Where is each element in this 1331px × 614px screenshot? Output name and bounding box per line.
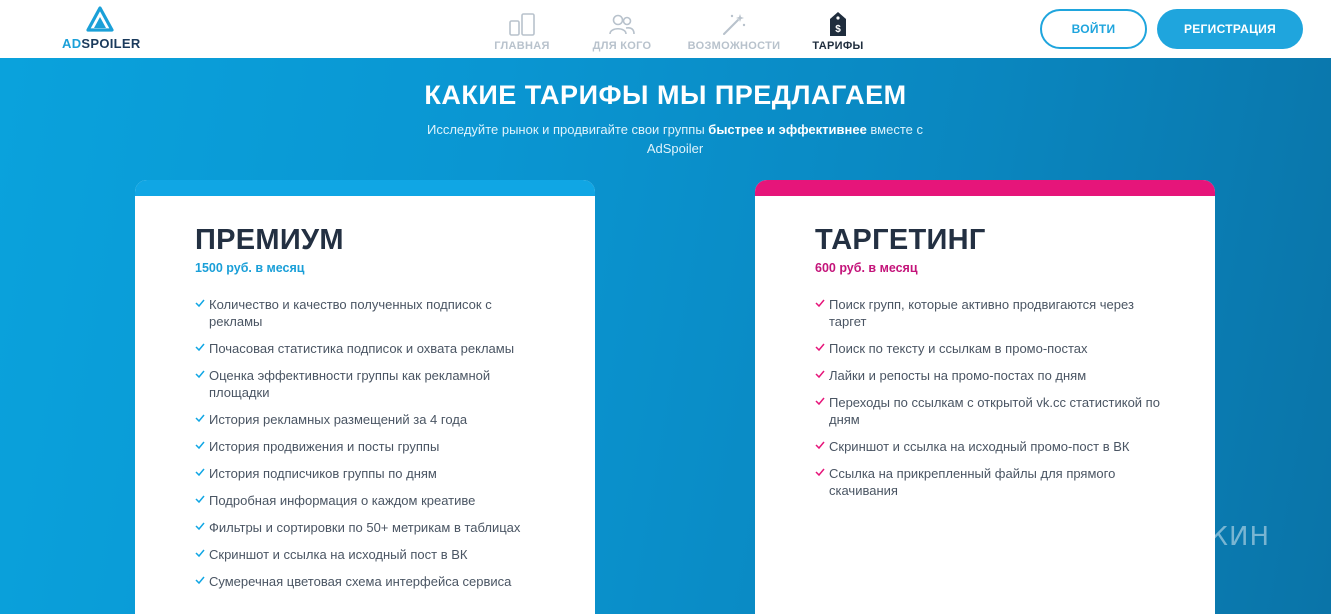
check-icon [815,298,825,308]
svg-text:$: $ [835,24,841,35]
plan-feature-text: Скриншот и ссылка на исходный пост в ВК [209,547,468,562]
section-subtitle: Исследуйте рынок и продвигайте свои группы быстрее и эффективнее вместе с AdSpoiler [426,122,924,156]
plan-feature-text: История подписчиков группы по дням [209,466,437,481]
plan-feature-item [815,296,1165,330]
nav-item-label: ТАРИФЫ [812,40,864,52]
plan-feature-item [195,465,545,482]
nav-item-label: ДЛЯ КОГО [592,40,652,52]
plan-feature-text: Поиск по тексту и ссылкам в промо-постах [829,341,1088,356]
nav-item-pricing[interactable] [802,6,874,52]
check-icon [195,467,205,477]
nav-item-features[interactable] [674,6,794,52]
plan-accent-bar [135,180,595,196]
adspoiler-logo[interactable] [62,6,142,52]
plan-feature-item [815,340,1165,357]
watermark-text: ПАРТНЕРКИН [1082,522,1271,552]
check-icon [195,548,205,558]
check-icon [195,494,205,504]
check-icon [815,342,825,352]
pricing-section [0,58,1331,614]
plan-feature-text: Скриншот и ссылка на исходный промо-пост в ВК [829,439,1130,454]
check-icon [195,413,205,423]
check-icon [195,521,205,531]
plan-feature-item [195,519,545,536]
plan-feature-text: История рекламных размещений за 4 года [209,412,468,427]
check-icon [195,575,205,585]
plan-feature-item [815,465,1165,499]
plan-price: 1500 руб. в месяц [195,261,305,275]
plan-feature-item [195,492,545,509]
logo-text: ADSPOILER [62,36,141,51]
plan-feature-item [195,546,545,563]
plan-feature-item [195,573,545,590]
nav-item-label: ГЛАВНАЯ [494,40,550,52]
plan-name: ТАРГЕТИНГ [815,224,986,256]
devices-icon [507,11,537,37]
check-icon [195,342,205,352]
plan-feature-text: Сумеречная цветовая схема интерфейса сервиса [209,574,512,589]
users-icon [607,11,637,37]
plan-feature-text: Фильтры и сортировки по 50+ метрикам в таблицах [209,520,521,535]
check-icon [195,440,205,450]
plan-feature-text: История продвижения и посты группы [209,439,440,454]
plan-name: ПРЕМИУМ [195,224,344,256]
plan-accent-bar [755,180,1215,196]
plan-feature-item [195,411,545,428]
plan-feature-text: Ссылка на прикрепленный файлы для прямого скачивания [829,466,1116,498]
plan-feature-text: Почасовая статистика подписок и охвата рекламы [209,341,515,356]
plan-feature-item [195,340,545,357]
check-icon [195,369,205,379]
section-title: КАКИЕ ТАРИФЫ МЫ ПРЕДЛАГАЕМ [424,80,907,110]
plan-card-premium [135,180,595,614]
plan-feature-text: Подробная информация о каждом креативе [209,493,476,508]
plan-price: 600 руб. в месяц [815,261,918,275]
partnerkin-watermark [1018,506,1288,566]
plan-feature-text: Переходы по ссылкам с открытой vk.cc статистикой по дням [829,395,1160,427]
check-icon [195,298,205,308]
top-header [0,0,1331,58]
check-icon [815,440,825,450]
plan-features-list [195,296,545,600]
price-tag-icon [823,11,853,37]
plan-feature-item [195,367,545,401]
watermark-logo-icon [1018,506,1074,566]
plan-feature-item [815,394,1165,428]
check-icon [815,467,825,477]
register-button[interactable]: РЕГИСТРАЦИЯ [1157,9,1303,49]
check-icon [815,369,825,379]
login-button[interactable]: ВОЙТИ [1040,9,1147,49]
plan-feature-text: Количество и качество полученных подписок с рекламы [209,297,492,329]
nav-item-home[interactable] [480,6,564,52]
plan-feature-item [815,367,1165,384]
check-icon [815,396,825,406]
main-nav [480,6,874,52]
nav-item-label: ВОЗМОЖНОСТИ [687,40,781,52]
plan-feature-item [195,438,545,455]
plan-feature-item [195,296,545,330]
plan-features-list [815,296,1165,509]
nav-item-for-whom[interactable] [576,6,668,52]
magic-wand-icon [719,11,749,37]
plan-feature-text: Поиск групп, которые активно продвигаются через таргет [829,297,1134,329]
logo-triangle-icon [86,6,114,32]
plan-feature-item [815,438,1165,455]
plan-feature-text: Оценка эффективности группы как рекламной площадки [209,368,491,400]
plan-feature-text: Лайки и репосты на промо-постах по дням [829,368,1087,383]
